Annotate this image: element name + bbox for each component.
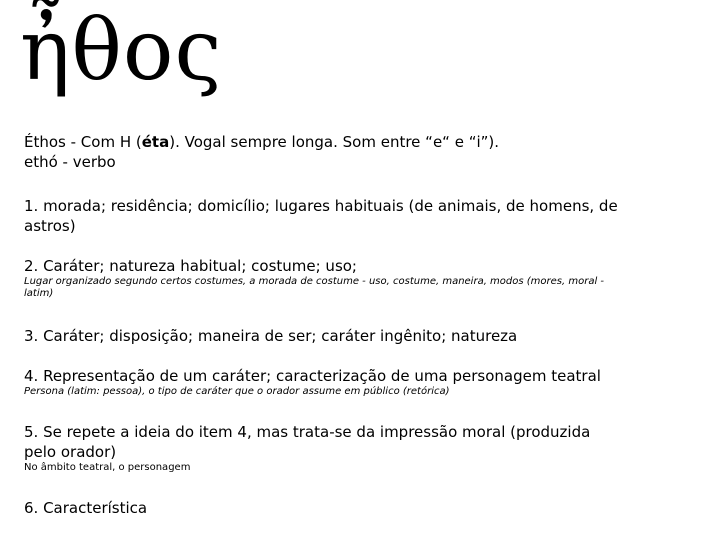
item-6: 6. Característica [24,499,148,517]
intro-line-2: ethó - verbo [24,153,116,171]
item-1: 1. morada; residência; domicílio; lugares habituais (de animais, de homens, de astros) [24,197,618,235]
item-3: 3. Caráter; disposição; maneira de ser; caráter ingênito; natureza [24,327,518,345]
intro-prefix: Éthos - Com H ( [24,133,142,151]
item-5-note: No âmbito teatral, o personagem [24,462,191,473]
item-2: 2. Caráter; natureza habitual; costume; uso; [24,257,357,275]
item-2-note: Lugar organizado segundo certos costumes, a morada de costume - uso, costume, maneira, modos (mores, moral - latim) [24,276,605,299]
item-5: 5. Se repete a ideia do item 4, mas trata-se da impressão moral (produzida pelo orador) [24,423,591,461]
intro-eta: éta [141,133,170,151]
greek-title: ἦθος [20,1,223,99]
item-4: 4. Representação de um caráter; caracterização de uma personagem teatral [24,367,601,385]
intro-line-1 [24,132,624,152]
item-4-note: Persona (latim: pessoa), o tipo de caráter que o orador assume em público (retórica) [24,386,450,397]
definition-list [24,132,624,518]
intro-suffix: ). Vogal sempre longa. Som entre “e“ e “i”). [169,133,500,151]
